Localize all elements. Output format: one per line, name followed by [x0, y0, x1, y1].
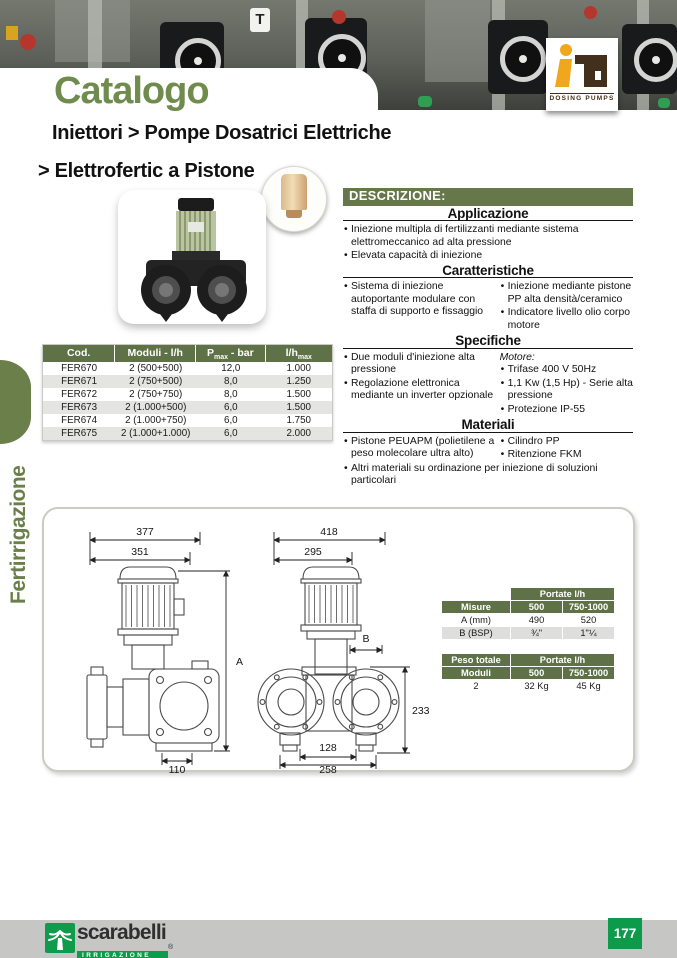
description-section — [343, 188, 633, 489]
table-header-row — [43, 345, 332, 362]
table-row: FER673 2 (1.000+500) 6,0 1.500 — [43, 401, 332, 414]
itc-logo-mark — [553, 43, 611, 87]
section-heading-specifiche: Specifiche — [343, 335, 633, 349]
red-knob — [332, 10, 346, 24]
dim-377: 377 — [136, 526, 154, 538]
technical-drawing-panel — [42, 507, 635, 772]
col-header-pmax: $P_{max}$ - bar — [196, 345, 265, 366]
table-row: FER671 2 (750+500) 8,0 1.250 — [43, 375, 332, 388]
bullet: • Protezione IP-55 — [500, 404, 633, 417]
table-row: FER670 2 (500+500) 12,0 1.000 — [61, 363, 312, 374]
bullet: • Ritenzione FKM — [500, 449, 633, 462]
table-row: FER674 2 (1.000+750) 6,0 1.750 — [61, 415, 312, 426]
pump-dial — [500, 36, 546, 82]
pump-dial — [634, 38, 677, 82]
red-knob — [20, 34, 36, 50]
technical-drawing-right — [258, 567, 399, 751]
bullet: • Iniezione mediante pistone PP alta densità/ceramico — [500, 281, 633, 306]
bullet: • Regolazione elettronica mediante un inverter opzionale — [343, 378, 496, 403]
bullet: • Altri materiali su ordinazione per iniezione di soluzioni particolari — [343, 463, 633, 488]
red-knob — [584, 6, 597, 19]
bullet: • Trifase 400 V 50Hz — [500, 364, 633, 377]
itc-logo-tagline: DOSING PUMPS — [549, 95, 615, 102]
bullet: • Cilindro PP — [500, 436, 633, 449]
dim-A: A — [236, 656, 244, 668]
piston-tip — [286, 210, 302, 218]
bullet: • Sistema di iniezione autoportante modulare con staffa di supporto e fissaggio — [343, 281, 496, 319]
dim-128: 128 — [319, 742, 337, 754]
product-photo-card — [118, 190, 266, 324]
bullet: • Iniezione multipla di fertilizzanti mediante sistema elettromeccanico ad alta pressione — [343, 224, 633, 249]
dim-110: 110 — [168, 764, 186, 774]
portate-header: Portate l/h — [511, 654, 614, 666]
brand-subtitle: IRRIGAZIONE — [77, 951, 168, 958]
bullet: • Pistone PEUAPM (polietilene a peso molecolare ultra alto) — [343, 436, 496, 461]
table-row: FER675 2 (1.000+1.000) 6,0 2.000 — [43, 427, 332, 440]
dosing-pump-photo — [118, 190, 266, 324]
t-sign: T — [250, 8, 270, 32]
description-banner: DESCRIZIONE: — [343, 188, 633, 206]
dim-351: 351 — [131, 546, 149, 558]
dim-258: 258 — [319, 764, 337, 774]
bullet: • Elevata capacità di iniezione — [343, 250, 633, 263]
dim-B: B — [362, 633, 370, 645]
product-codes-table — [42, 344, 333, 441]
bullet: • 1,1 Kw (1,5 Hp) - Serie alta pressione — [500, 378, 633, 403]
green-part — [658, 98, 670, 108]
piston-rod — [281, 174, 307, 210]
misure-table: Portate l/h Misure 500 750-1000 A (mm) 490 520 B (BSP) ¾" 1"¼ — [442, 588, 614, 639]
table-row: FER672 2 (750+750) 8,0 1.500 — [61, 389, 312, 400]
dim-418: 418 — [320, 526, 338, 538]
bullet: • Indicatore livello olio corpo motore — [500, 307, 633, 332]
dim-233: 233 — [412, 705, 430, 717]
technical-drawing — [44, 509, 444, 774]
bullet: • Due moduli d'iniezione alta pressione — [343, 352, 496, 377]
dim-295: 295 — [304, 546, 322, 558]
scarabelli-fountain-icon — [45, 923, 75, 953]
footer-bar — [0, 920, 677, 958]
peso-totale-header: Peso totale — [442, 654, 510, 666]
itc-dosing-pumps-logo — [546, 38, 618, 111]
machine-frame — [425, 0, 490, 82]
motor-label: Motore: — [499, 351, 535, 363]
breadcrumb: Iniettori > Pompe Dosatrici Elettriche — [52, 122, 392, 144]
technical-drawing-left — [87, 567, 219, 751]
col-header-lhmax: $l/h_{max}$ — [285, 347, 312, 362]
page-title: Catalogo — [54, 70, 209, 112]
registered-mark: ® — [168, 944, 174, 951]
green-part — [418, 96, 432, 107]
page-number: 177 — [608, 918, 642, 949]
portate-header: Portate l/h — [511, 588, 614, 600]
col-header-moduli: Moduli - l/h — [115, 345, 196, 366]
scarabelli-logo — [45, 923, 173, 958]
peso-table: Peso totale Portate l/h Moduli 500 750-1000 2 32 Kg 45 Kg — [442, 654, 614, 692]
section-heading-applicazione: Applicazione — [343, 208, 633, 222]
col-header-cod: Cod. — [43, 345, 115, 366]
sidebar-tab — [0, 360, 31, 444]
section-heading-materiali: Materiali — [343, 419, 633, 433]
section-heading-caratteristiche: Caratteristiche — [343, 265, 633, 279]
brand-wordmark: scarabelli — [77, 921, 166, 944]
warning-label — [6, 26, 18, 40]
piston-detail-photo — [261, 166, 327, 232]
breadcrumb-sub: > Elettrofertic a Pistone — [38, 160, 255, 182]
sidebar-section-label: Fertirrigazione — [7, 465, 30, 604]
